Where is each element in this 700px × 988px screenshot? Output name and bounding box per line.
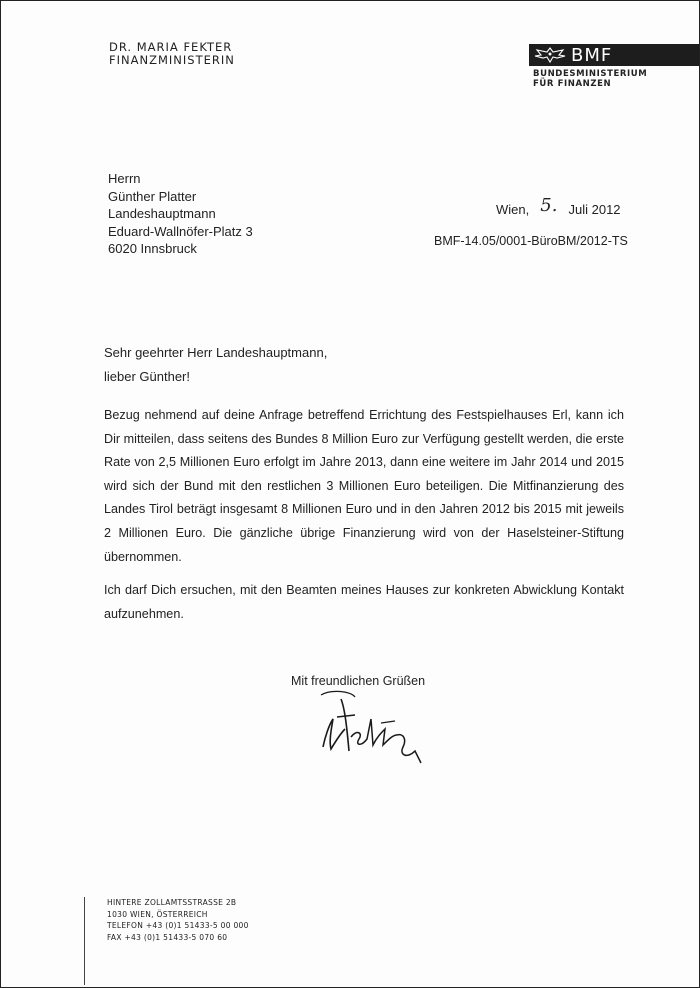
eagle-icon [533,46,567,64]
recipient-address [108,170,253,258]
greeting-line-2: lieber Günther! [104,368,190,384]
reference-number: BMF-14.05/0001-BüroBM/2012-TS [434,234,628,248]
ministry-name [533,69,699,89]
date-city: Wien, [496,202,530,217]
footer-city: 1030 WIEN, ÖSTERREICH [107,909,208,919]
footer-fax: FAX +43 (0)1 51433-5 070 60 [107,932,228,942]
logo-text: BMF [571,45,613,66]
recipient-name: Günther Platter [108,188,197,204]
greeting [104,341,327,388]
date-day-handwritten: 5. [540,195,558,216]
footer-street: HINTERE ZOLLAMTSSTRASSE 2B [107,898,237,907]
ministry-line-2: FÜR FINANZEN [533,79,612,89]
date-month-year: Juli 2012 [568,202,621,217]
ministry-line-1: BUNDESMINISTERIUM [533,69,648,79]
letter-body [104,404,624,636]
body-paragraph-2: Ich darf Dich ersuchen, mit den Beamten meines Hauses zur konkreten Abwicklung Kontakt aufzunehmen. [104,583,624,621]
date-line [496,195,621,219]
recipient-salutation: Herrn [108,171,141,186]
sender-name: DR. MARIA FEKTER [109,40,233,54]
footer-address [84,897,249,985]
footer-phone: TELEFON +43 (0)1 51433-5 00 000 [107,921,249,930]
sender-title: FINANZMINISTERIN [109,53,235,67]
closing-phrase: Mit freundlichen Grüßen [291,674,426,688]
greeting-line-1: Sehr geehrter Herr Landeshauptmann, [104,345,328,360]
logo-bar [529,44,699,66]
recipient-city: 6020 Innsbruck [108,241,197,257]
bmf-logo [529,44,699,89]
handwritten-signature [311,689,431,769]
recipient-street: Eduard-Wallnöfer-Platz 3 [108,223,253,239]
body-paragraph-1: Bezug nehmend auf deine Anfrage betreffend Errichtung des Festspielhauses Erl, kann ich Dir mitteilen, dass seitens des Bundes 8 Million Euro zur Verfügung gestellt werden, die erste Rate von 2,5 Millionen Euro erfolgt im Jahre 2013, dann eine weitere im Jahr 2014 und 2015 wird sich der Bund mit den restlichen 3 Millionen Euro beteiligen. Die Mitfinanzierung des Landes Tirol beträgt insgesamt 8 Millionen Euro und in den Jahren 2012 bis 2015 mit jeweils 2 Millionen Euro. Die gänzliche übrige Finanzierung wird von der Haselsteiner-Stiftung übernommen. [104,408,624,564]
recipient-title: Landeshauptmann [108,206,216,222]
letterhead-sender [109,41,235,67]
